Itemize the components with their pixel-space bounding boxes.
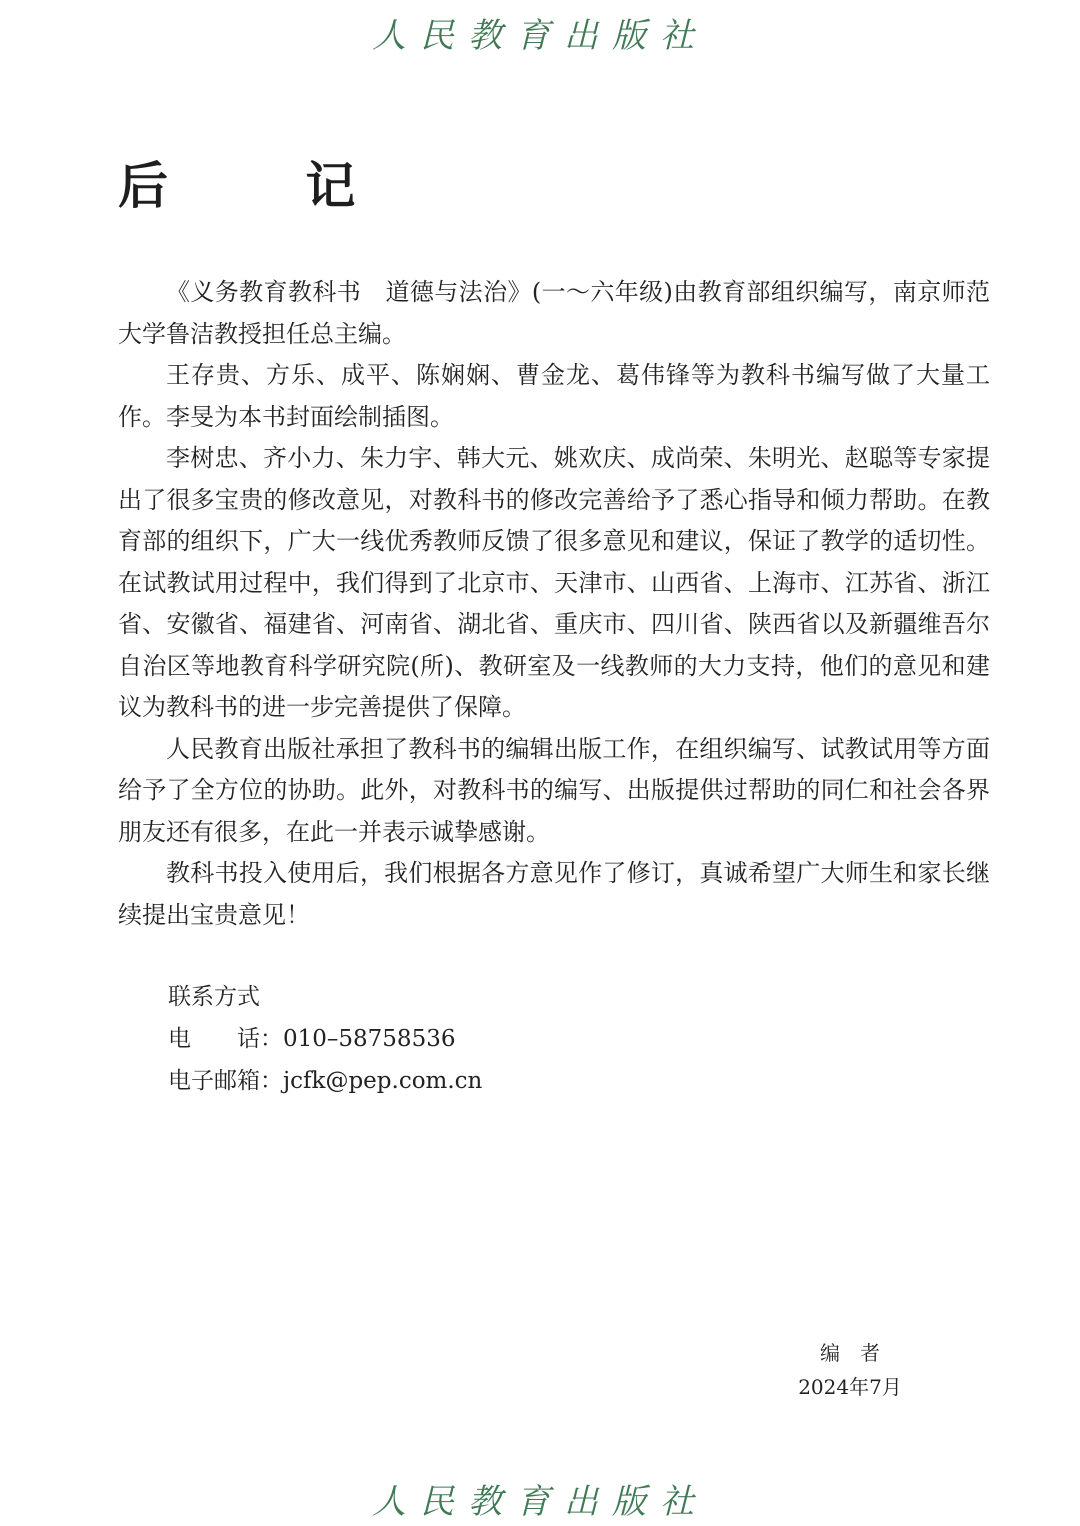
contact-heading: 联系方式 <box>168 984 260 1010</box>
signature-block <box>790 1336 910 1404</box>
page-title: 后 记 <box>118 156 416 215</box>
signature-date: 2024年7月 <box>798 1375 902 1399</box>
paragraph-2: 王存贵、方乐、成平、陈娴娴、曹金龙、葛伟锋等为教科书编写做了大量工作。李旻为本书封面绘制插图。 <box>118 361 990 431</box>
afterword-body <box>118 272 990 936</box>
publisher-logo-top: 人民教育出版社 <box>372 16 708 56</box>
paragraph-3: 李树忠、齐小力、朱力宇、韩大元、姚欢庆、成尚荣、朱明光、赵聪等专家提出了很多宝贵的修改意见，对教科书的修改完善给予了悉心指导和倾力帮助。在教育部的组织下，广大一线优秀教师反馈了很多意见和建议，保证了教学的适切性。在试教试用过程中，我们得到了北京市、天津市、山西省、上海市、江苏省、浙江省、安徽省、福建省、河南省、湖北省、重庆市、四川省、陕西省以及新疆维吾尔自治区等地教育科学研究院(所)、教研室及一线教师的大力支持，他们的意见和建议为教科书的进一步完善提供了保障。 <box>118 444 990 721</box>
signature-editor: 编者 <box>820 1341 900 1365</box>
paragraph-1: 《义务教育教科书 道德与法治》(一～六年级)由教育部组织编写，南京师范大学鲁洁教授担任总主编。 <box>118 278 990 348</box>
contact-email: 电子邮箱：jcfk@pep.com.cn <box>168 1068 483 1094</box>
contact-block <box>168 976 482 1102</box>
paragraph-5: 教科书投入使用后，我们根据各方意见作了修订，真诚希望广大师生和家长继续提出宝贵意见！ <box>118 859 990 929</box>
publisher-logo-bottom: 人民教育出版社 <box>372 1482 708 1522</box>
paragraph-4: 人民教育出版社承担了教科书的编辑出版工作，在组织编写、试教试用等方面给予了全方位的协助。此外，对教科书的编写、出版提供过帮助的同仁和社会各界朋友还有很多，在此一并表示诚挚感谢。 <box>118 734 990 846</box>
contact-phone: 电 话：010–58758536 <box>168 1026 456 1052</box>
